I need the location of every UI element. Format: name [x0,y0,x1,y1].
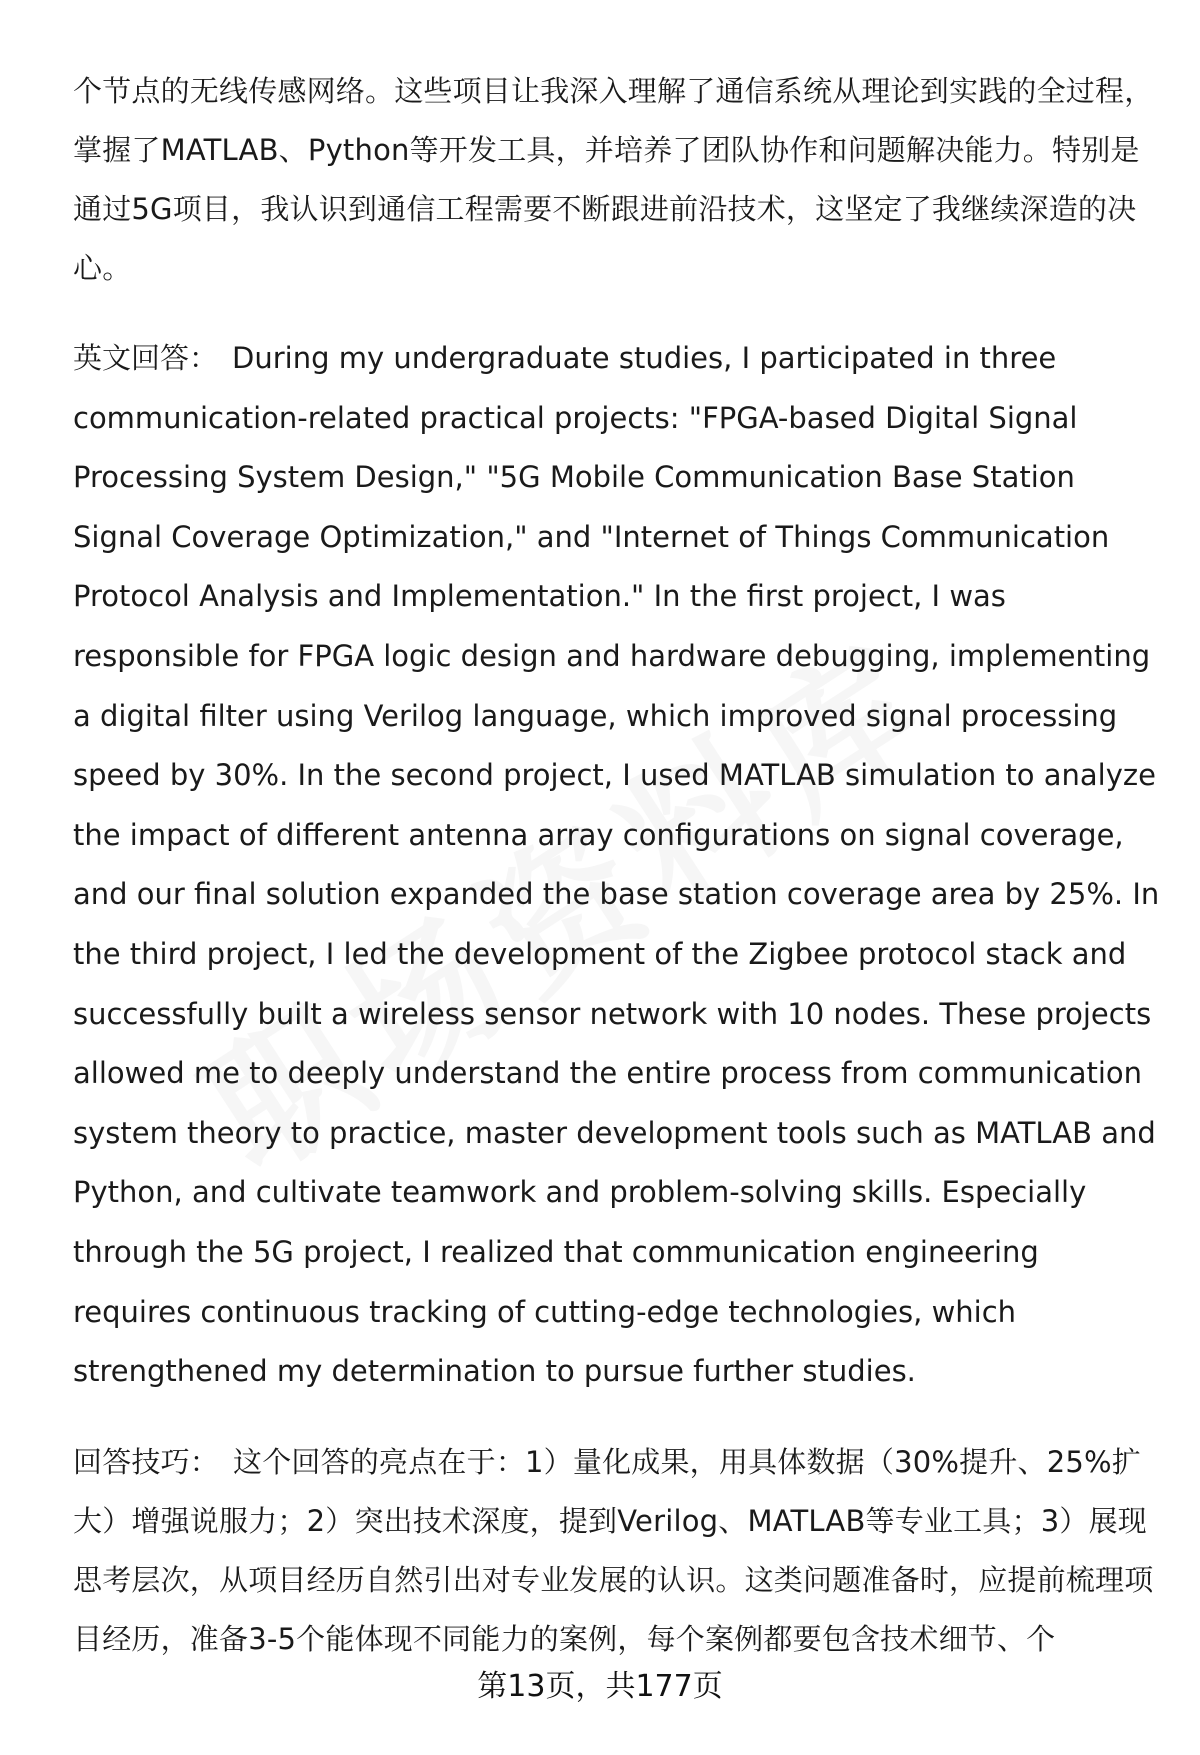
answer-tips-paragraph [73,1433,1163,1669]
english-answer-label: 英文回答： [73,341,219,375]
answer-tips-label: 回答技巧： [73,1444,220,1479]
page-number-footer: 第13页，共177页 [477,1669,723,1704]
english-answer-paragraph [73,329,1163,1402]
answer-tips-text: 这个回答的亮点在于：1）量化成果，用具体数据（30%提升、25%扩大）增强说服力；2）突出技术深度，提到Verilog、MATLAB等专业工具；3）展现思考层次，从项目经历自然引出对专业发展的认识。这类问题准备时，应提前梳理项目经历，准备3-5个能体现不同能力的案例，每个案例都要包含技术细节、个 [73,1444,1154,1656]
document-body [73,62,1163,1669]
chinese-answer-continuation: 个节点的无线传感网络。这些项目让我深入理解了通信系统从理论到实践的全过程，掌握了MATLAB、Python等开发工具，并培养了团队协作和问题解决能力。特别是通过5G项目，我认识到通信工程需要不断跟进前沿技术，这坚定了我继续深造的决心。 [73,74,1154,285]
english-answer-text: During my undergraduate studies, I participated in three communication-related practical projects: "FPGA-based Digital Signal Processing System Design," "5G Mobile Communication Base Station Signal Coverage Optimization," and "Internet of Things Communication Protocol Analysis and Implementation." In the first project, I was responsible for FPGA logic design and hardware debugging, implementing a digital filter using Verilog language, which improved signal processing speed by 30%. In the second project, I used MATLAB simulation to analyze the impact of different antenna array configurations on signal coverage, and our final solution expanded the base station coverage area by 25%. In the third project, I led the development of the Zigbee protocol stack and successfully built a wireless sensor network with 10 nodes. These projects allowed me to deeply understand the entire process from communication system theory to practice, master development tools such as MATLAB and Python, and cultivate teamwork and problem-solving skills. Especially through the 5G project, I realized that communication engineering requires continuous tracking of cutting-edge technologies, which strengthened my determination to pursue further studies. [73,341,1160,1389]
